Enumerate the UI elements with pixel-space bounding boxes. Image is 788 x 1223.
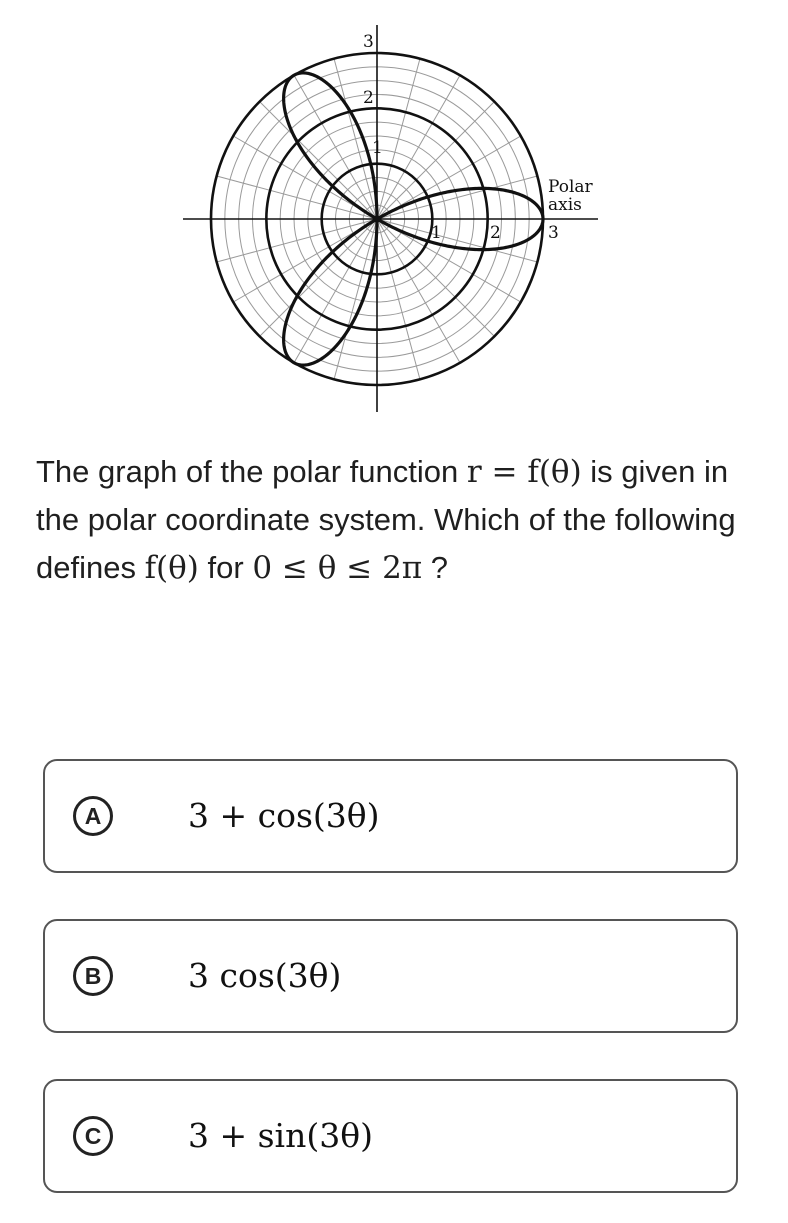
polar-axis-tick-2: 2 xyxy=(490,223,501,243)
polar-axis-tick-1: 1 xyxy=(431,223,442,243)
polar-axes xyxy=(183,25,598,412)
choice-b-letter: B xyxy=(73,956,113,996)
radial-label-1: 1 xyxy=(372,138,383,158)
polar-graph-svg xyxy=(0,0,788,430)
choice-c-text: 3 + sin(3θ) xyxy=(188,1116,373,1155)
polar-axis-label-polar: Polar xyxy=(548,177,593,197)
question-part-3: for xyxy=(198,550,253,585)
polar-axis-label-axis: axis xyxy=(548,195,582,215)
question-text xyxy=(36,448,756,592)
question-math-1: r = f(θ) xyxy=(466,454,582,490)
question-math-3: 0 ≤ θ ≤ 2π xyxy=(252,550,423,586)
choice-a-text: 3 + cos(3θ) xyxy=(188,796,380,835)
polar-axis-label-value: 3 xyxy=(548,223,559,243)
radial-label-2: 2 xyxy=(363,88,374,108)
polar-labels xyxy=(363,32,594,243)
choice-a-letter: A xyxy=(73,796,113,836)
polar-graph xyxy=(0,0,788,430)
question-part-4: ? xyxy=(422,550,449,585)
choice-c-button[interactable] xyxy=(43,1079,738,1193)
question-part-1: The graph of the polar function xyxy=(36,454,467,489)
choice-a-button[interactable] xyxy=(43,759,738,873)
choice-c-letter: C xyxy=(73,1116,113,1156)
radial-label-3: 3 xyxy=(363,32,374,52)
choice-b-button[interactable] xyxy=(43,919,738,1033)
choice-b-text: 3 cos(3θ) xyxy=(188,956,342,995)
question-part-2: is given in the polar coordinate system. Which of the following defines xyxy=(36,454,736,585)
question-math-2: f(θ) xyxy=(144,550,199,586)
